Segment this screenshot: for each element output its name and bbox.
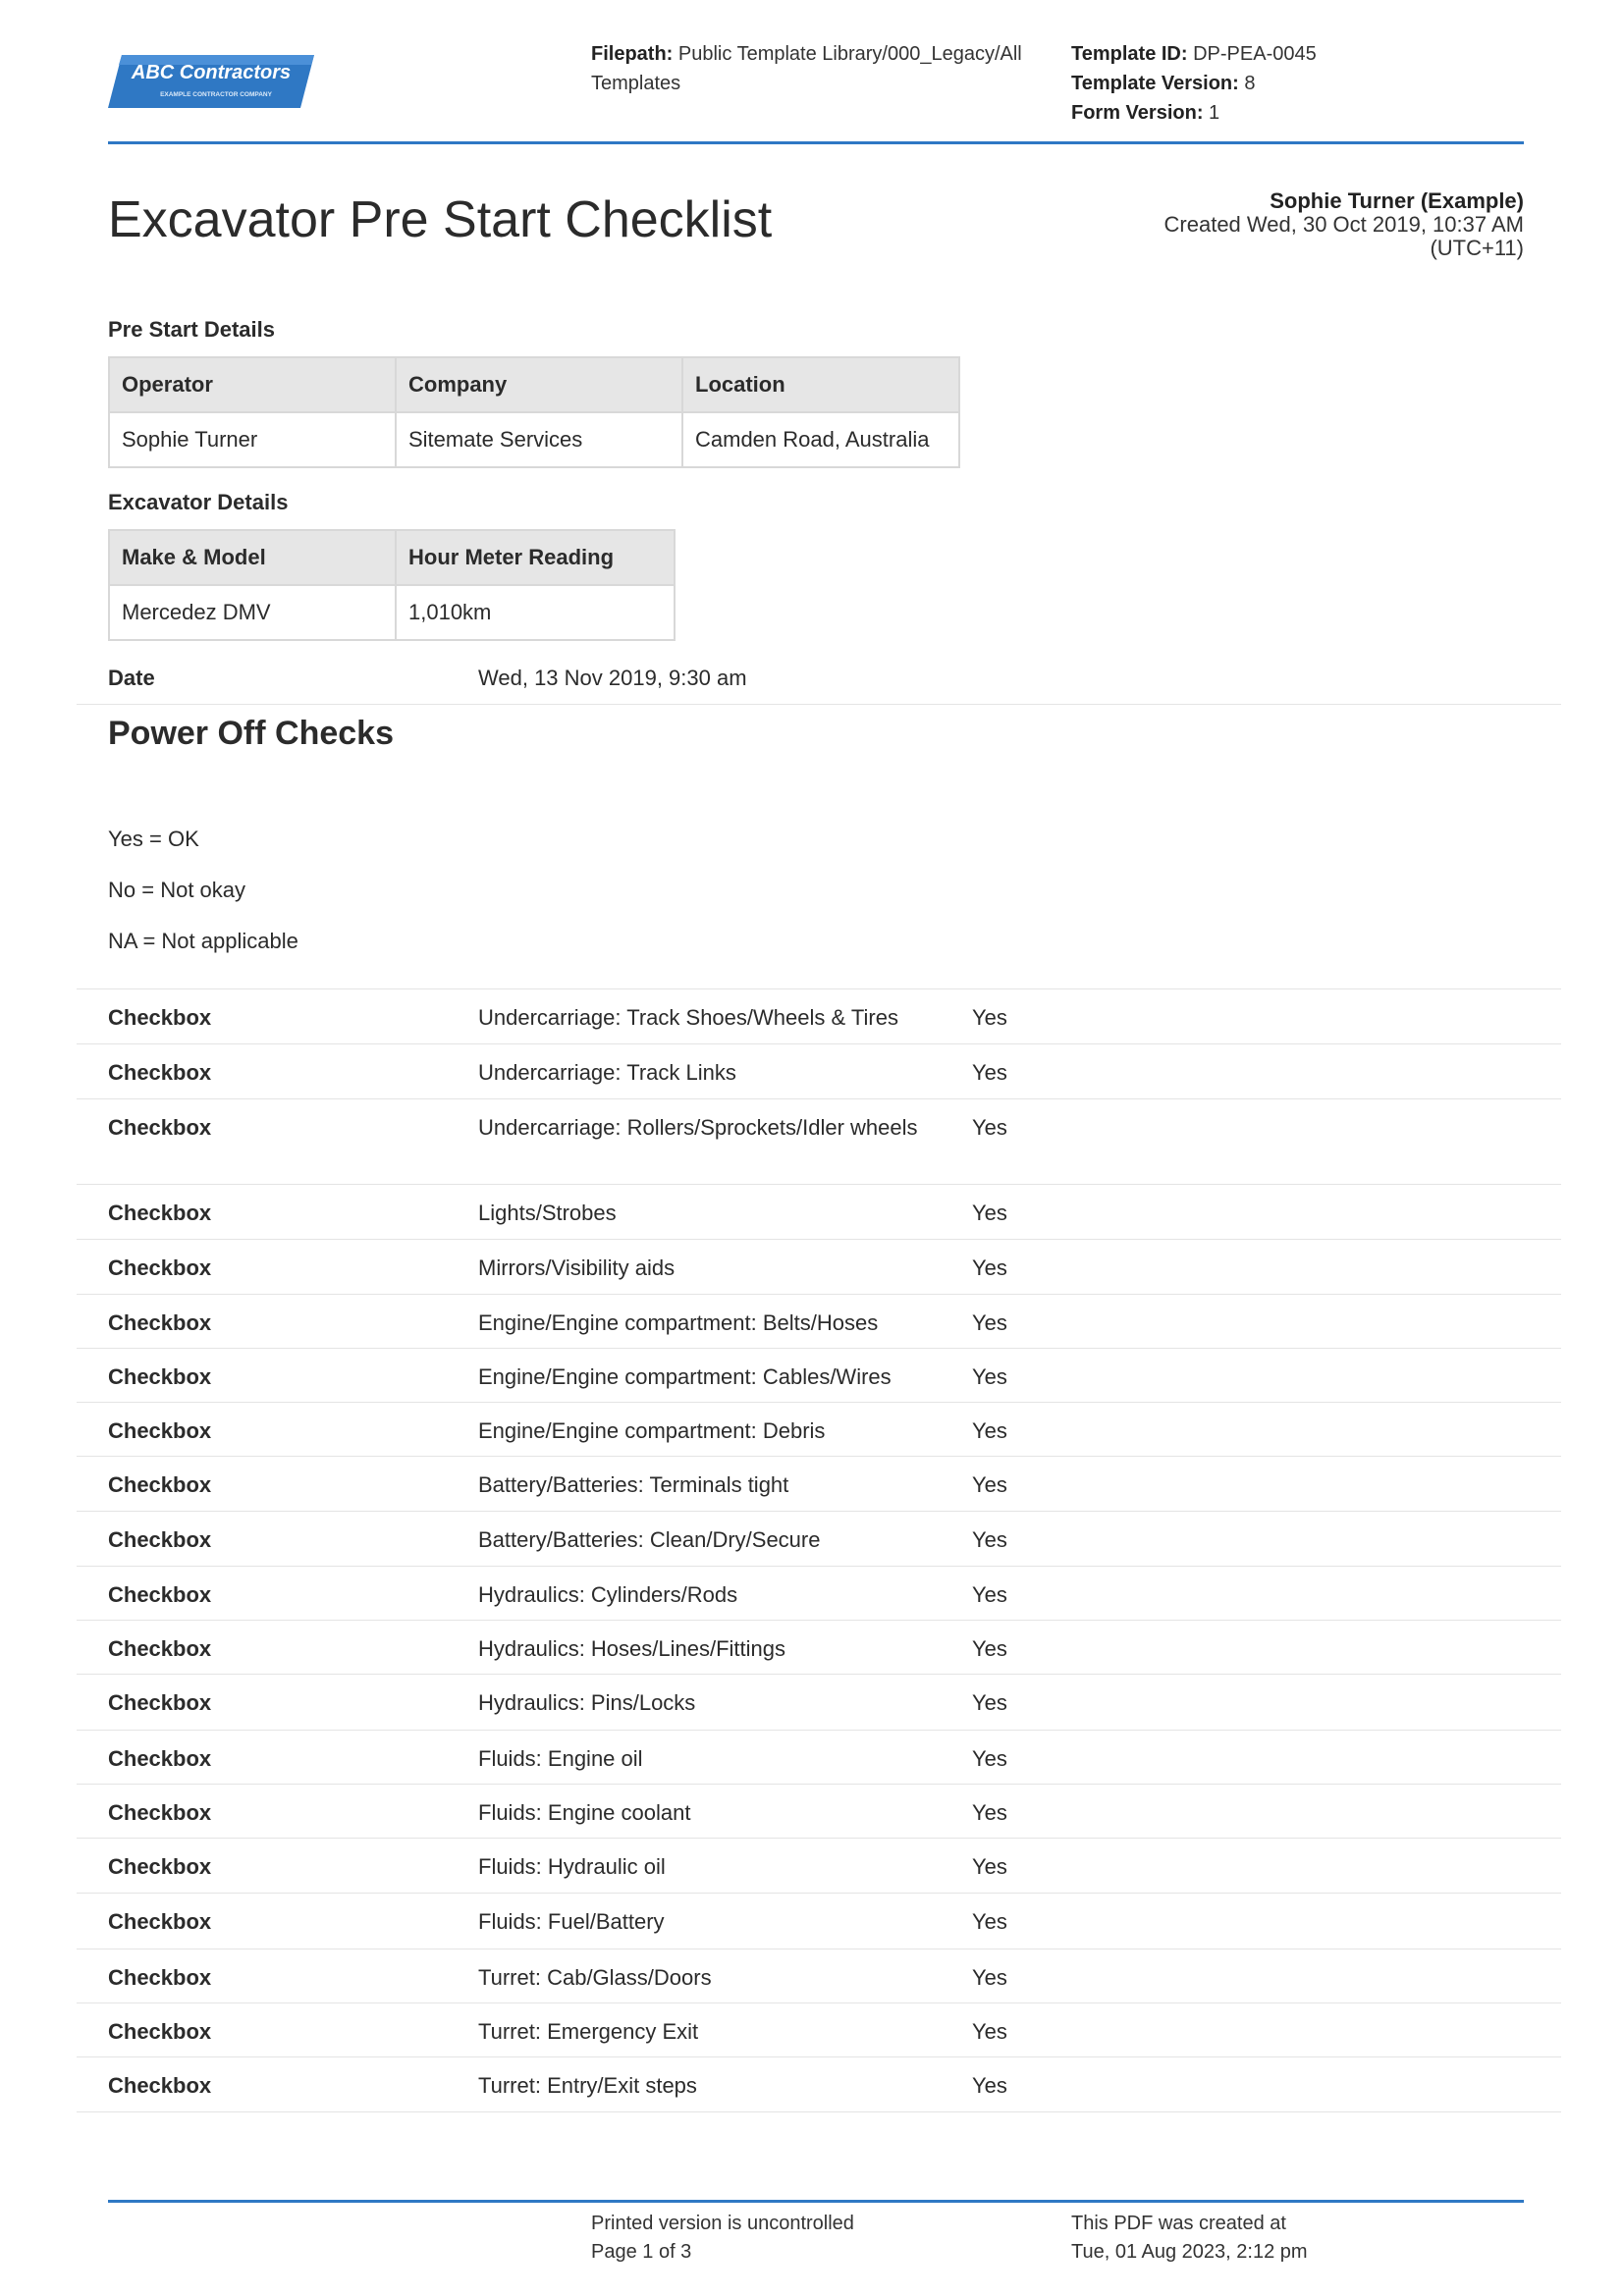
- checklist-row-label: Checkbox: [108, 1005, 212, 1030]
- checklist-row: [77, 1731, 1561, 1785]
- checklist-row-item: Fluids: Engine oil: [478, 1746, 643, 1771]
- checklist-row-label: Checkbox: [108, 1909, 212, 1934]
- checklist-row: [77, 1099, 1561, 1185]
- checklist-row-value: Yes: [972, 2019, 1007, 2044]
- pre-start-value-row: [109, 412, 959, 467]
- template-version-label: Template Version:: [1071, 73, 1239, 94]
- author-name: Sophie Turner (Example): [1270, 188, 1524, 213]
- checklist-row-label: Checkbox: [108, 1310, 212, 1335]
- checklist-row-item: Fluids: Engine coolant: [478, 1800, 691, 1825]
- checklist-row-item: Fluids: Fuel/Battery: [478, 1909, 665, 1934]
- checklist-row-label: Checkbox: [108, 1115, 212, 1140]
- company-header: Company: [396, 357, 682, 412]
- checklist-row-value: Yes: [972, 1636, 1007, 1661]
- logo-name: ABC Contractors: [131, 62, 292, 83]
- pre-start-table: [108, 356, 960, 468]
- checklist-row: [77, 1567, 1561, 1621]
- checklist-row-item: Turret: Emergency Exit: [478, 2019, 699, 2044]
- excavator-table: [108, 529, 676, 641]
- checklist-row-value: Yes: [972, 1418, 1007, 1443]
- filepath-value-line1: Public Template Library/000_Legacy/All: [677, 43, 1022, 65]
- checklist-row-item: Battery/Batteries: Terminals tight: [478, 1472, 789, 1497]
- make-model-header: Make & Model: [109, 530, 396, 585]
- checklist-row-value: Yes: [972, 1690, 1007, 1715]
- checklist-row-label: Checkbox: [108, 1201, 212, 1225]
- checklist: [77, 988, 1561, 2112]
- location-value: Camden Road, Australia: [682, 412, 959, 467]
- checklist-row-item: Undercarriage: Rollers/Sprockets/Idler wheels: [478, 1115, 918, 1140]
- company-value: Sitemate Services: [396, 412, 682, 467]
- operator-value: Sophie Turner: [109, 412, 396, 467]
- checklist-row-label: Checkbox: [108, 1364, 212, 1389]
- checklist-row-item: Fluids: Hydraulic oil: [478, 1854, 666, 1879]
- excavator-header-row: [109, 530, 675, 585]
- checklist-row: [77, 2057, 1561, 2112]
- checklist-row: [77, 1512, 1561, 1567]
- checklist-row: [77, 1839, 1561, 1894]
- date-label: Date: [108, 666, 155, 690]
- checklist-row-label: Checkbox: [108, 1690, 212, 1715]
- footer-left-block: [591, 2210, 854, 2267]
- checklist-row-value: Yes: [972, 1310, 1007, 1335]
- checklist-row-value: Yes: [972, 1965, 1007, 1990]
- excavator-label: Excavator Details: [108, 490, 289, 514]
- template-version-value: 8: [1244, 73, 1256, 94]
- checklist-row-label: Checkbox: [108, 1636, 212, 1661]
- checklist-row: [77, 1349, 1561, 1403]
- page-title: Excavator Pre Start Checklist: [108, 191, 773, 248]
- checklist-row-item: Undercarriage: Track Shoes/Wheels & Tires: [478, 1005, 898, 1030]
- template-id-value: DP-PEA-0045: [1193, 43, 1317, 65]
- checklist-row-value: Yes: [972, 2073, 1007, 2098]
- checklist-row-value: Yes: [972, 1909, 1007, 1934]
- checklist-row-label: Checkbox: [108, 1060, 212, 1085]
- checklist-row-value: Yes: [972, 1746, 1007, 1771]
- checklist-row-item: Lights/Strobes: [478, 1201, 617, 1225]
- filepath-value-line2: Templates: [591, 73, 681, 94]
- checklist-row: [77, 1457, 1561, 1512]
- legend-no: No = Not okay: [108, 878, 246, 902]
- checklist-row-item: Turret: Entry/Exit steps: [478, 2073, 697, 2098]
- checklist-row: [77, 1949, 1561, 2003]
- checklist-row-value: Yes: [972, 1255, 1007, 1280]
- uncontrolled-notice: Printed version is uncontrolled: [591, 2213, 854, 2234]
- checklist-row-label: Checkbox: [108, 1854, 212, 1879]
- checklist-row-value: Yes: [972, 1472, 1007, 1497]
- checklist-row-item: Battery/Batteries: Clean/Dry/Secure: [478, 1527, 821, 1552]
- hour-meter-value: 1,010km: [396, 585, 675, 640]
- logo-banner-icon: [108, 51, 319, 112]
- checklist-row-label: Checkbox: [108, 1582, 212, 1607]
- checklist-row-label: Checkbox: [108, 1472, 212, 1497]
- operator-header: Operator: [109, 357, 396, 412]
- checklist-row-item: Mirrors/Visibility aids: [478, 1255, 676, 1280]
- pre-start-header-row: [109, 357, 959, 412]
- filepath-block: [591, 39, 1053, 98]
- footer-right-block: [1071, 2210, 1308, 2267]
- logo-tagline: EXAMPLE CONTRACTOR COMPANY: [160, 91, 272, 98]
- template-id-label: Template ID:: [1071, 43, 1188, 65]
- checklist-row-value: Yes: [972, 1854, 1007, 1879]
- pdf-created-value: Tue, 01 Aug 2023, 2:12 pm: [1071, 2241, 1308, 2263]
- pre-start-label: Pre Start Details: [108, 317, 275, 342]
- checklist-row-item: Hydraulics: Hoses/Lines/Fittings: [478, 1636, 786, 1661]
- checklist-row-value: Yes: [972, 1005, 1007, 1030]
- date-value: Wed, 13 Nov 2019, 9:30 am: [478, 666, 747, 690]
- checklist-row-item: Hydraulics: Cylinders/Rods: [478, 1582, 738, 1607]
- checklist-row: [77, 989, 1561, 1044]
- power-off-heading: Power Off Checks: [108, 715, 394, 752]
- created-date-line2: (UTC+11): [1430, 236, 1524, 260]
- checklist-row-value: Yes: [972, 1060, 1007, 1085]
- created-date-line1: Created Wed, 30 Oct 2019, 10:37 AM: [1163, 212, 1524, 237]
- checklist-row-label: Checkbox: [108, 1418, 212, 1443]
- checklist-row-label: Checkbox: [108, 2073, 212, 2098]
- checklist-row-value: Yes: [972, 1201, 1007, 1225]
- legend-na: NA = Not applicable: [108, 929, 298, 953]
- form-version-label: Form Version:: [1071, 102, 1204, 124]
- checklist-row: [77, 1675, 1561, 1731]
- checklist-row: [77, 1240, 1561, 1295]
- checklist-row-label: Checkbox: [108, 2019, 212, 2044]
- footer-divider: [108, 2200, 1524, 2203]
- checklist-row-value: Yes: [972, 1800, 1007, 1825]
- make-model-value: Mercedez DMV: [109, 585, 396, 640]
- checklist-row-label: Checkbox: [108, 1800, 212, 1825]
- checklist-row-value: Yes: [972, 1364, 1007, 1389]
- checklist-row: [77, 1785, 1561, 1839]
- checklist-row: [77, 1403, 1561, 1457]
- page-number: Page 1 of 3: [591, 2241, 692, 2263]
- header-divider: [108, 141, 1524, 144]
- form-version-value: 1: [1209, 102, 1220, 124]
- excavator-value-row: [109, 585, 675, 640]
- checklist-row-item: Engine/Engine compartment: Debris: [478, 1418, 826, 1443]
- checklist-row: [77, 1295, 1561, 1349]
- checklist-row-item: Turret: Cab/Glass/Doors: [478, 1965, 712, 1990]
- checklist-row-value: Yes: [972, 1527, 1007, 1552]
- checklist-row-item: Hydraulics: Pins/Locks: [478, 1690, 696, 1715]
- checklist-row-item: Engine/Engine compartment: Belts/Hoses: [478, 1310, 879, 1335]
- checklist-row: [77, 1185, 1561, 1240]
- checklist-row: [77, 1894, 1561, 1949]
- checklist-row-label: Checkbox: [108, 1255, 212, 1280]
- template-info-block: [1071, 39, 1317, 128]
- checklist-row-item: Engine/Engine compartment: Cables/Wires: [478, 1364, 892, 1389]
- checklist-row: [77, 1044, 1561, 1099]
- pdf-created-label: This PDF was created at: [1071, 2213, 1286, 2234]
- hour-meter-header: Hour Meter Reading: [396, 530, 675, 585]
- legend-yes: Yes = OK: [108, 827, 199, 851]
- checklist-row: [77, 1621, 1561, 1675]
- checklist-row-value: Yes: [972, 1582, 1007, 1607]
- checklist-row-label: Checkbox: [108, 1746, 212, 1771]
- filepath-label: Filepath:: [591, 43, 674, 65]
- company-logo: [108, 51, 319, 112]
- checklist-row-label: Checkbox: [108, 1527, 212, 1552]
- location-header: Location: [682, 357, 959, 412]
- date-divider: [77, 704, 1561, 705]
- author-block: [1164, 189, 1524, 260]
- checklist-row: [77, 2003, 1561, 2057]
- checklist-row-label: Checkbox: [108, 1965, 212, 1990]
- checklist-row-value: Yes: [972, 1115, 1007, 1140]
- checklist-row-item: Undercarriage: Track Links: [478, 1060, 736, 1085]
